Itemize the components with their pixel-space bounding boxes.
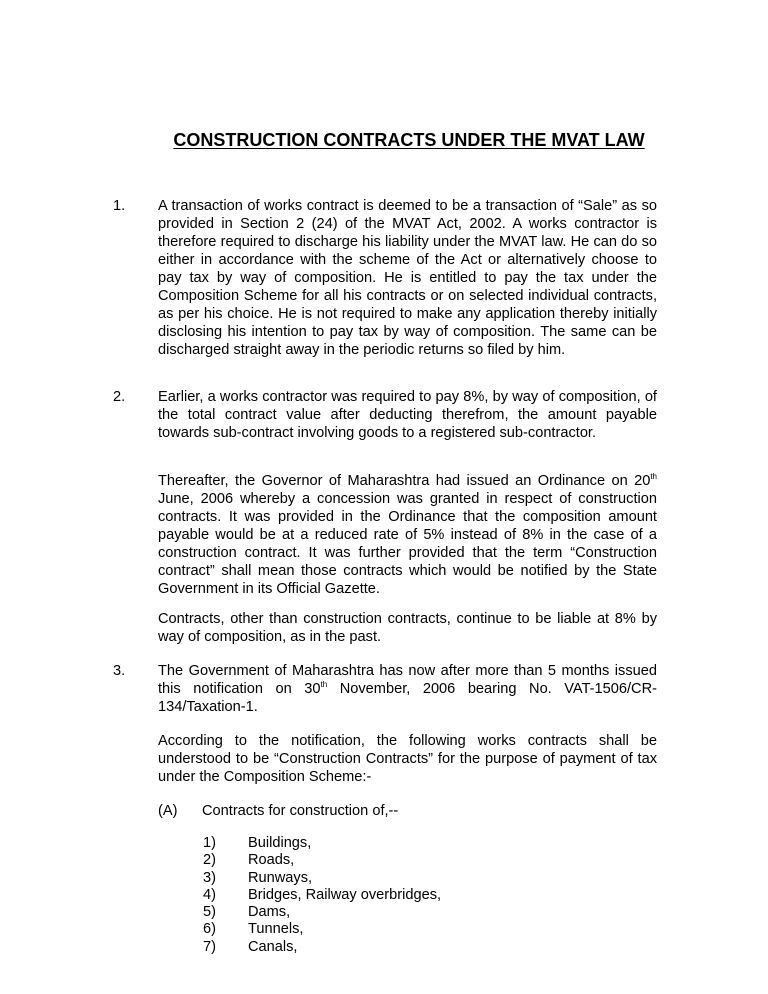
superscript: th [650, 472, 657, 481]
list-item: 5) Dams, [203, 904, 291, 921]
construction-list [203, 835, 441, 956]
list-item: 3) Runways, [203, 869, 313, 886]
section-number: 2. [113, 389, 126, 405]
section-number: 1. [113, 198, 126, 214]
section-paragraph: The Government of Maharashtra has now after more than 5 months issued this notification on 30th November, 2006 bearing No. VAT-1506/CR-134/Taxation-1. [158, 663, 657, 715]
section-paragraph: Contracts, other than construction contracts, continue to be liable at 8% by way of composition, as in the past. [158, 611, 657, 645]
document-title: CONSTRUCTION CONTRACTS UNDER THE MVAT LAW [173, 130, 645, 150]
section-paragraph: Earlier, a works contractor was required to pay 8%, by way of composition, of the total contract value after deducting therefrom, the amount payable towards sub-contract involving goods to a registered sub-contractor. [158, 389, 657, 441]
sub-clause-text: Contracts for construction of,-- [202, 803, 399, 819]
list-item: 2) Roads, [203, 852, 295, 869]
section-paragraph: Thereafter, the Governor of Maharashtra had issued an Ordinance on 20th June, 2006 whereby a concession was granted in respect of construction contracts. It was provided in the Ordinance that the composition amount payable would be at a reduced rate of 5% instead of 8% in the case of a construction contract. It was further provided that the term “Construction contract” shall mean those contracts which would be notified by the State Government in its Official Gazette. [158, 472, 657, 597]
section-paragraph: According to the notification, the following works contracts shall be understood to be “Construction Contracts” for the purpose of payment of tax under the Composition Scheme:- [158, 733, 657, 785]
list-item: 4) Bridges, Railway overbridges, [203, 886, 442, 903]
superscript: th [320, 680, 328, 689]
list-item: 6) Tunnels, [203, 921, 304, 938]
list-item: 7) Canals, [203, 938, 298, 955]
section-paragraph: A transaction of works contract is deemed to be a transaction of “Sale” as so provided in Section 2 (24) of the MVAT Act, 2002. A works contractor is therefore required to discharge his liability under the MVAT law. He can do so either in accordance with the scheme of the Act or alternatively choose to pay tax by way of composition. He is entitled to pay the tax under the Composition Scheme for all his contracts or on selected individual contracts, as per his choice. He is not required to make any application thereby initially disclosing his intention to pay tax by way of composition. The same can be discharged straight away in the periodic returns so filed by him. [158, 198, 657, 358]
section-number: 3. [113, 663, 126, 679]
list-item: 1) Buildings, [203, 835, 312, 851]
sub-clause-label: (A) [158, 803, 178, 819]
